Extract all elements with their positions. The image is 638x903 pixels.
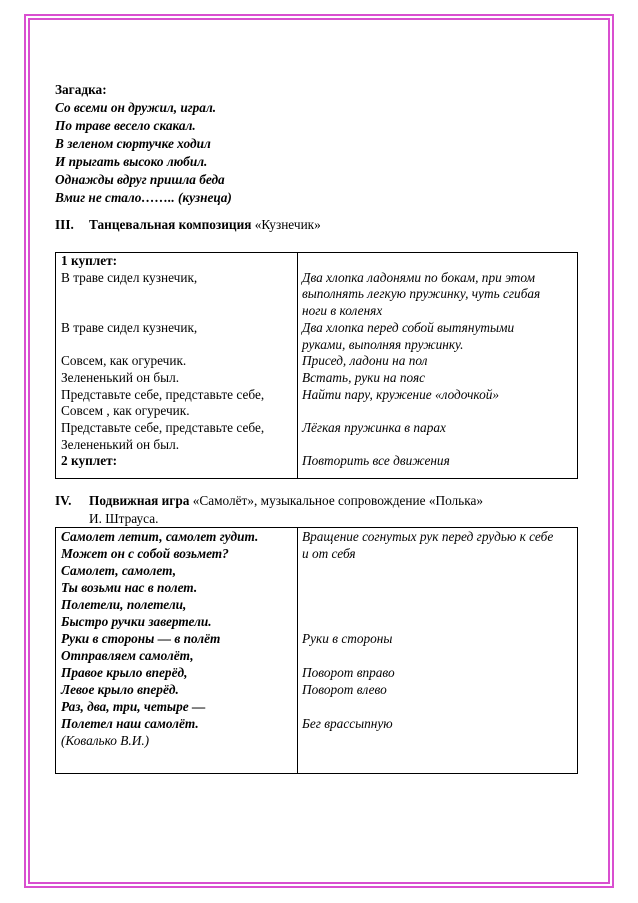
game-lyric-line: Раз, два, три, четыре — <box>61 699 206 714</box>
game-lyric-line: Самолет, самолет, <box>61 563 177 578</box>
game-move-line <box>302 698 577 715</box>
game-table <box>55 527 578 774</box>
dance-lyric-line: Представьте себе, представьте себе, <box>61 386 265 402</box>
game-move-line: Бег врассыпную <box>302 716 393 731</box>
game-move-line <box>302 562 577 579</box>
riddle-line: По траве весело скакал. <box>55 118 196 133</box>
game-move-line <box>302 596 577 613</box>
dance-moves-column <box>298 253 577 478</box>
riddle-line: В зеленом сюртучке ходил <box>55 136 211 151</box>
game-lyric-line: Ты возьми нас в полет. <box>61 580 198 595</box>
section-3-title-bold: Танцевальная композиция <box>89 217 252 232</box>
dance-lyric-line: 2 куплет: <box>61 453 118 469</box>
section-4-heading <box>55 492 483 510</box>
dance-move-line: Найти пару, кружение «лодочкой» <box>302 386 500 402</box>
game-move-line: Руки в стороны <box>302 631 393 646</box>
dance-lyric-line: Совсем , как огуречик. <box>61 403 190 419</box>
game-lyric-line: Быстро ручки завертели. <box>61 614 212 629</box>
dance-lyrics-column <box>56 253 298 478</box>
dance-move-line: Лёгкая пружинка в парах <box>302 420 446 436</box>
game-lyric-line: Руки в стороны — в полёт <box>61 631 221 646</box>
dance-table <box>55 252 578 479</box>
dance-move-line: руками, выполняя пружинку. <box>302 336 464 352</box>
game-move-line: и от себя <box>302 546 356 561</box>
section-4-title-bold: Подвижная игра <box>89 493 190 508</box>
game-move-line: Поворот вправо <box>302 665 395 680</box>
dance-lyric-line <box>61 303 297 320</box>
riddle-title: Загадка: <box>55 82 107 97</box>
dance-lyric-line: Представьте себе, представьте себе, <box>61 420 265 436</box>
game-lyrics-column <box>56 528 298 773</box>
game-lyric-line: Самолет летит, самолет гудит. <box>61 529 259 544</box>
dance-move-line: Два хлопка перед собой вытянутыми <box>302 319 515 335</box>
section-4-number: IV. <box>55 493 72 508</box>
game-lyric-line: Полетели, полетели, <box>61 597 187 612</box>
riddle-line: И прыгать высоко любил. <box>55 154 208 169</box>
game-lyric-line: Левое крыло вперёд. <box>61 682 179 697</box>
game-move-line <box>302 579 577 596</box>
game-lyric-line: Отправляем самолёт, <box>61 648 194 663</box>
dance-move-line <box>302 437 577 454</box>
dance-move-line: Встать, руки на пояс <box>302 369 426 385</box>
dance-move-line: ноги в коленях <box>302 303 383 319</box>
section-4-line2: И. Штрауса. <box>89 511 159 526</box>
dance-lyric-line: 1 куплет: <box>61 253 118 268</box>
dance-move-line: Присед, ладони на пол <box>302 353 428 369</box>
dance-lyric-line <box>61 286 297 303</box>
dance-lyric-line <box>61 337 297 354</box>
dance-move-line <box>302 403 577 420</box>
riddle-answer: (кузнеца) <box>177 190 232 205</box>
dance-move-line: выполнять легкую пружинку, чуть сгибая <box>302 286 541 302</box>
dance-lyric-line: Совсем, как огуречик. <box>61 353 187 369</box>
game-move-line <box>302 613 577 630</box>
dance-move-line <box>302 253 577 270</box>
game-move-line <box>302 732 577 749</box>
riddle-last-line-text: Вмиг не стало…….. <box>55 190 178 205</box>
dance-lyric-line: В траве сидел кузнечик, <box>61 319 198 335</box>
riddle-block <box>55 81 232 207</box>
game-move-line: Вращение согнутых рук перед грудью к себе <box>302 529 554 544</box>
dance-lyric-line: Зелененький он был. <box>61 369 180 385</box>
game-move-line <box>302 647 577 664</box>
game-move-line: Поворот влево <box>302 682 387 697</box>
dance-lyric-line: В траве сидел кузнечик, <box>61 269 198 285</box>
section-3-number: III. <box>55 217 74 232</box>
game-lyric-line: Полетел наш самолёт. <box>61 716 199 731</box>
riddle-last-line <box>55 189 232 207</box>
section-3-title-rest: «Кузнечик» <box>251 217 321 232</box>
section-3-heading <box>55 216 321 234</box>
dance-lyric-line: Зелененький он был. <box>61 436 180 452</box>
riddle-line: Однажды вдруг пришла беда <box>55 172 225 187</box>
riddle-line: Со всеми он дружил, играл. <box>55 100 217 115</box>
dance-move-line: Повторить все движения <box>302 453 450 469</box>
section-4-title-rest: «Самолёт», музыкальное сопровождение «Полька» <box>189 493 484 508</box>
game-moves-column <box>298 528 577 773</box>
game-lyric-line: Правое крыло вперёд, <box>61 665 188 680</box>
game-lyric-line: Может он с собой возьмет? <box>61 546 229 561</box>
game-lyric-line: (Ковалько В.И.) <box>61 733 150 748</box>
dance-move-line: Два хлопка ладонями по бокам, при этом <box>302 269 535 285</box>
